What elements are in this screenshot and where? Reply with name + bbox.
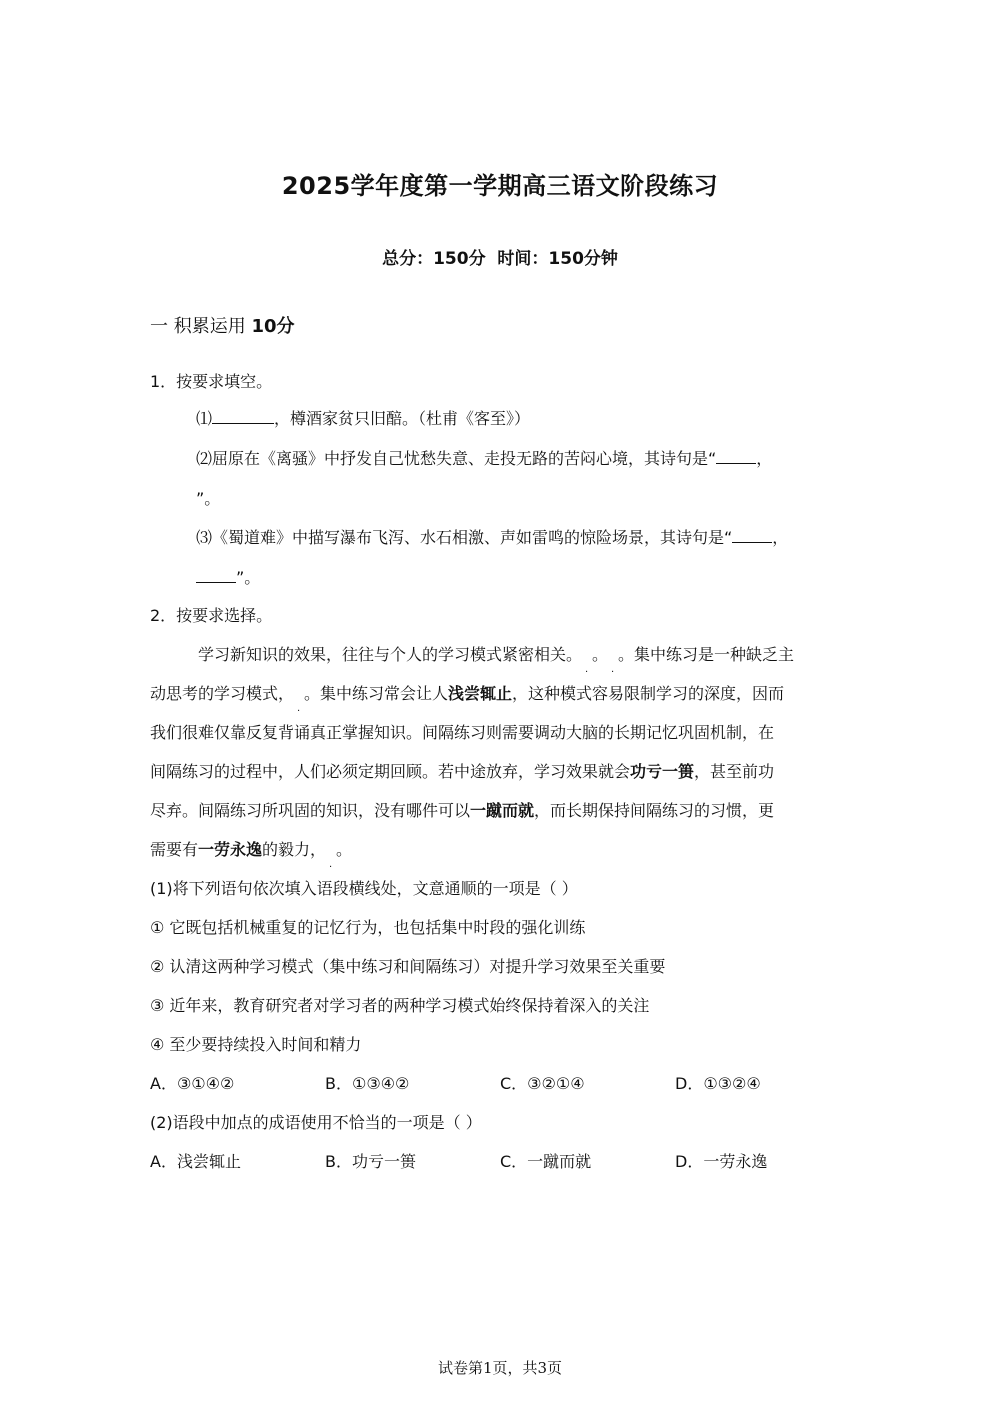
blank-line[interactable] (716, 449, 756, 464)
section-heading-label: 一 积累运用 (150, 316, 252, 337)
sentence-4: ④ 至少要持续投入时间和精力 (150, 1035, 362, 1054)
options-row-1 (150, 1071, 850, 1094)
dotted-idiom: 浅尝辄止 (448, 684, 513, 703)
blank-line[interactable] (732, 528, 772, 543)
passage-line-1 (198, 642, 794, 665)
passage-text: 尽弃。间隔练习所巩固的知识，没有哪件可以 (150, 801, 471, 820)
dotted-idiom: 一劳永逸 (198, 840, 263, 859)
sentence-2: ② 认清这两种学习模式（集中练习和间隔练习）对提升学习效果至关重要 (150, 957, 666, 976)
passage-line-4 (150, 759, 774, 782)
sentence-3: ③ 近年来，教育研究者对学习者的两种学习模式始终保持着深入的关注 (150, 996, 650, 1015)
exam-time: 时间：150分钟 (497, 249, 618, 269)
item-2-text: ⑵屈原在《离骚》中抒发自己忧愁失意、走投无路的苦闷心境，其诗句是“ (196, 449, 717, 468)
passage-text: 需要有 (150, 840, 199, 859)
option-c[interactable]: C．一蹴而就 (500, 1152, 592, 1171)
passage-text: 。集中练习常会让人 (304, 684, 449, 703)
passage-text: ，甚至前功 (694, 762, 775, 781)
item-3-text: ⑶《蜀道难》中描写瀑布飞泻、水石相激、声如雷鸣的惊险场景，其诗句是“ (196, 528, 733, 547)
page-footer: 试卷第1页，共3页 (437, 1359, 563, 1377)
question-1-item-3 (196, 525, 788, 548)
options-row-2 (150, 1149, 850, 1172)
exam-title: 2025学年度第一学期高三语文阶段练习 (281, 172, 719, 200)
passage-text: 。集中练习是一种缺乏主 (618, 645, 795, 664)
dotted-idiom: 功亏一篑 (630, 762, 695, 781)
question-1-item-2-end: ”。 (196, 489, 221, 508)
option-d[interactable]: D．①③②④ (675, 1074, 761, 1093)
passage-text: 。 (592, 645, 609, 664)
option-a[interactable]: A．③①④② (150, 1074, 235, 1093)
passage-line-3: 我们很难仅靠反复背诵真正掌握知识。间隔练习则需要调动大脑的长期记忆巩固机制，在 (150, 723, 775, 742)
sub-question-1: (1)将下列语句依次填入语段横线处，文意通顺的一项是（ ） (150, 879, 578, 898)
item-1-text: ，樽酒家贫只旧醅。（杜甫《客至》） (274, 409, 531, 428)
question-1-item-3-end (196, 565, 260, 588)
blank-line[interactable] (212, 409, 274, 424)
section-heading (150, 312, 295, 338)
sub-question-2: (2)语段中加点的成语使用不恰当的一项是（ ） (150, 1113, 482, 1132)
option-a[interactable]: A．浅尝辄止 (150, 1152, 241, 1171)
item-3-mid: ， (772, 528, 789, 547)
dotted-idiom: 一蹴而就 (470, 801, 535, 820)
section-heading-score: 10分 (251, 316, 295, 337)
passage-text: 学习新知识的效果，往往与个人的学习模式紧密相关。 (198, 645, 583, 664)
item-3-end: ”。 (236, 568, 261, 587)
sentence-1: ① 它既包括机械重复的记忆行为，也包括集中时段的强化训练 (150, 918, 586, 937)
passage-text: 间隔练习的过程中，人们必须定期回顾。若中途放弃，学习效果就会 (150, 762, 631, 781)
passage-line-5 (150, 798, 774, 821)
passage-line-6 (150, 837, 352, 860)
item-2-mid: ， (756, 449, 773, 468)
passage-text: ，而长期保持间隔练习的习惯，更 (534, 801, 775, 820)
option-b[interactable]: B．①③④② (325, 1074, 410, 1093)
passage-text: 。 (336, 840, 353, 859)
exam-subtitle (0, 244, 1000, 269)
option-b[interactable]: B．功亏一篑 (325, 1152, 416, 1171)
question-1-item-1 (196, 406, 530, 429)
total-score: 总分：150分 (382, 249, 486, 269)
question-2-stem: 2．按要求选择。 (150, 606, 273, 625)
option-d[interactable]: D．一劳永逸 (675, 1152, 768, 1171)
passage-text: ，这种模式容易限制学习的深度，因而 (512, 684, 785, 703)
question-1-item-2 (196, 446, 772, 469)
item-1-number: ⑴ (196, 409, 213, 428)
blank-line[interactable] (196, 568, 236, 583)
question-1-stem: 1．按要求填空。 (150, 372, 273, 391)
passage-line-2 (150, 681, 784, 704)
passage-text: 动思考的学习模式， (150, 684, 295, 703)
passage-text: 的毅力， (262, 840, 327, 859)
option-c[interactable]: C．③②①④ (500, 1074, 585, 1093)
